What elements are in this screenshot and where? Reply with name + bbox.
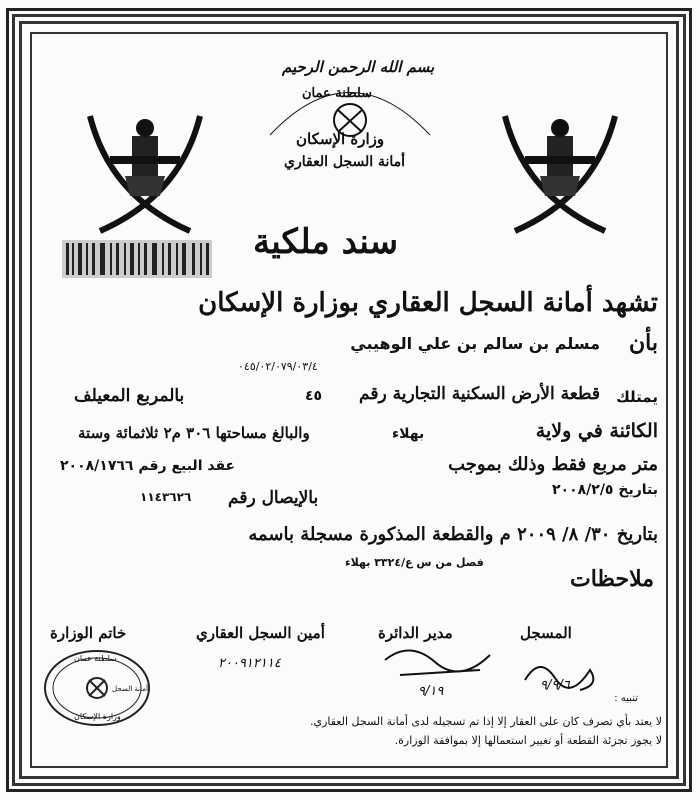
contract-date: بتاريخ ٢٠٠٨/٢/٥ [551,482,658,498]
footer-note-1: لا يعتد بأي تصرف كان على العقار إلا إذا تم تسجيله لدى أمانة السجل العقاري. [309,715,662,728]
section-reference: فصل من س ع/٣٣٢٤ بهلاء [345,556,484,569]
contract-number: عقد البيع رقم ٢٠٠٨/١٧٦٦ [60,458,236,474]
receipt-number: ١١٤٣٦٢٦ [140,490,192,504]
registration-line: بتاريخ ٣٠/ ٨/ ٢٠٠٩ م والقطعة المذكورة مسجلة باسمه [248,524,658,545]
plot-description: قطعة الأرض السكنية التجارية رقم [359,384,600,404]
contract-line: متر مربع فقط وذلك بموجب [448,454,658,475]
director-date: ٩/١٩ [418,684,444,699]
register-reference: ٢٠٠٩١٢١١٤ [218,656,281,671]
registrar-date: ٩/٩/٦ [540,678,570,693]
seal-line-oman: سلطنة عمان [302,86,373,101]
right-khanjar-emblem [485,96,635,246]
owner-label: بأن [629,330,658,356]
plot-location: بالمربع المعيلف [74,386,185,406]
seal-line-ministry: وزارة الإسكان [296,130,385,148]
footer-heading: تنبيه : [614,693,638,704]
footer-note-2: لا يجوز تجزئة القطعة أو تغيير استعمالها إلا بموافقة الوزارة. [394,734,662,747]
plot-number: ٤٥ [305,388,323,404]
plot-area: والبالغ مساحتها ٣٠٦ م٢ ثلاثمائة وستة [78,424,310,442]
owns-label: يمتلك [616,388,658,406]
ministry-seal-label: خاتم الوزارة [50,624,127,642]
stamp-text-bottom: وزارة الإسكان [74,712,121,721]
owner-name: مسلم بن سالم بن علي الوهيبي [350,334,600,353]
stamp-text-middle: أمانة السجل [112,685,148,693]
civil-number: ٠٤٥/٠٢/٠٧٩/٠٣/٤ [238,360,318,373]
certifying-line: تشهد أمانة السجل العقاري بوزارة الإسكان [198,288,658,318]
basmala: بسم الله الرحمن الرحيم [282,58,435,76]
wilayat-label: الكائنة في ولاية [535,420,658,442]
director-label: مدير الدائرة [378,624,453,642]
barcode-strip [62,240,212,278]
registry-secretary-label: أمين السجل العقاري [196,624,325,642]
left-khanjar-emblem [70,96,220,246]
deed-title: سند ملكية [253,222,399,262]
director-signature [380,640,500,685]
seal-line-registry: أمانة السجل العقاري [284,154,406,170]
registrar-label: المسجل [520,624,572,642]
stamp-text-top: سلطنة عمان [74,654,117,663]
wilayat-name: بهلاء [392,426,425,442]
notes-label: ملاحظات [570,566,654,592]
receipt-label: بالإيصال رقم [228,488,319,508]
